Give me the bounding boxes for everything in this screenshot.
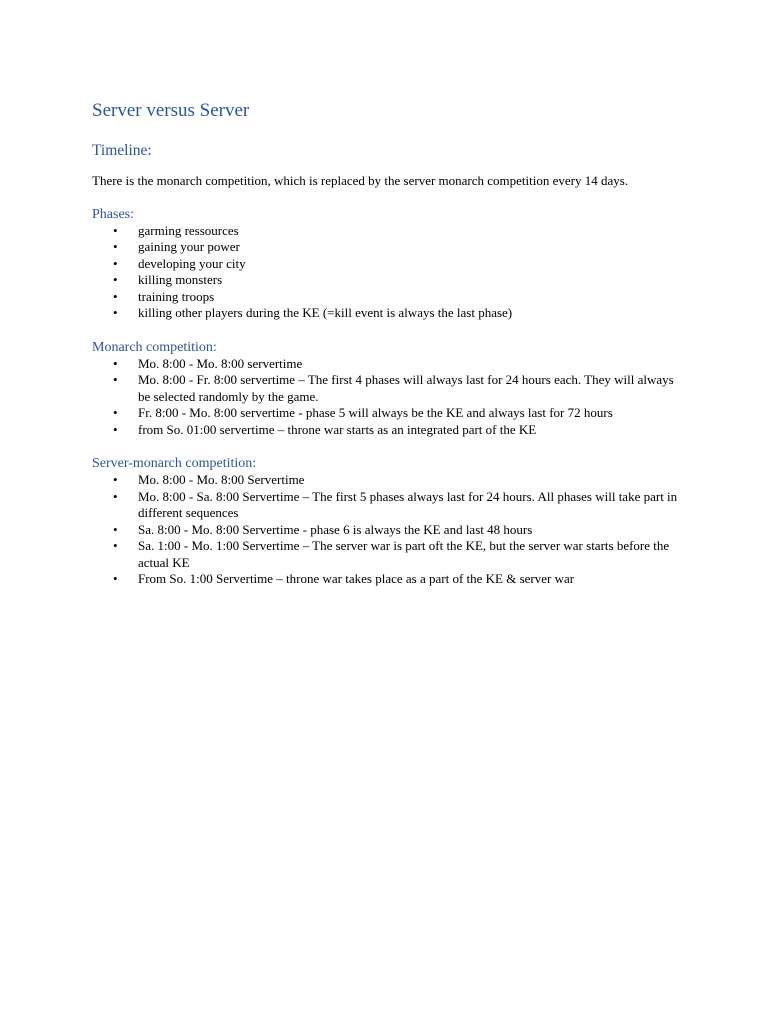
phases-list bbox=[92, 223, 682, 322]
bullet-icon: • bbox=[113, 239, 118, 254]
list-item bbox=[92, 538, 682, 571]
list-item bbox=[92, 405, 682, 422]
timeline-heading: Timeline: bbox=[92, 142, 152, 159]
list-item-text: killing monsters bbox=[138, 272, 223, 287]
list-item-text: training troops bbox=[138, 288, 215, 304]
list-item-text: gaining your power bbox=[138, 239, 240, 254]
list-item-text: garming ressources bbox=[138, 222, 239, 238]
bullet-icon: • bbox=[113, 421, 118, 437]
list-item bbox=[92, 289, 682, 306]
bullet-icon: • bbox=[113, 255, 118, 271]
list-item bbox=[92, 305, 682, 322]
timeline-paragraph: There is the monarch competition, which is replaced by the server monarch competition every 14 days. bbox=[92, 173, 629, 188]
list-item bbox=[92, 223, 682, 240]
list-item bbox=[92, 256, 682, 273]
bullet-icon: • bbox=[113, 472, 118, 487]
list-item-text: developing your city bbox=[138, 255, 246, 271]
server-monarch-competition-list bbox=[92, 472, 682, 588]
bullet-icon: • bbox=[113, 288, 118, 304]
list-item-text: Mo. 8:00 - Sa. 8:00 Servertime – The first 5 phases always last for 24 hours. All phases will take part in different sequences bbox=[138, 488, 678, 520]
bullet-icon: • bbox=[113, 488, 118, 504]
bullet-icon: • bbox=[113, 538, 118, 553]
bullet-icon: • bbox=[113, 372, 118, 387]
list-item-text: Mo. 8:00 - Mo. 8:00 Servertime bbox=[138, 472, 305, 487]
list-item-text: Mo. 8:00 - Fr. 8:00 servertime – The first 4 phases will always last for 24 hours each. They will always be selected randomly by the game. bbox=[138, 372, 674, 404]
list-item-text: Mo. 8:00 - Mo. 8:00 servertime bbox=[138, 355, 303, 371]
list-item-text: Sa. 8:00 - Mo. 8:00 Servertime - phase 6 is always the KE and last 48 hours bbox=[138, 521, 533, 537]
document-page bbox=[92, 98, 682, 605]
list-item bbox=[92, 239, 682, 256]
phases-heading: Phases: bbox=[92, 206, 134, 222]
list-item-text: killing other players during the KE (=kill event is always the last phase) bbox=[138, 305, 513, 320]
list-item bbox=[92, 422, 682, 439]
list-item-text: Sa. 1:00 - Mo. 1:00 Servertime – The server war is part oft the KE, but the server war starts before the actual KE bbox=[138, 538, 670, 570]
list-item-text: From So. 1:00 Servertime – throne war takes place as a part of the KE & server war bbox=[138, 571, 575, 586]
bullet-icon: • bbox=[113, 571, 118, 586]
list-item bbox=[92, 356, 682, 373]
bullet-icon: • bbox=[113, 272, 118, 287]
list-item bbox=[92, 372, 682, 405]
list-item bbox=[92, 489, 682, 522]
list-item bbox=[92, 472, 682, 489]
bullet-icon: • bbox=[113, 222, 118, 238]
list-item bbox=[92, 522, 682, 539]
list-item-text: Fr. 8:00 - Mo. 8:00 servertime - phase 5 will always be the KE and always last for 72 hours bbox=[138, 405, 613, 420]
list-item bbox=[92, 272, 682, 289]
monarch-competition-heading: Monarch competition: bbox=[92, 339, 217, 355]
document-title: Server versus Server bbox=[92, 100, 250, 121]
bullet-icon: • bbox=[113, 305, 118, 320]
server-monarch-competition-heading: Server-monarch competition: bbox=[92, 456, 257, 471]
bullet-icon: • bbox=[113, 521, 118, 537]
bullet-icon: • bbox=[113, 355, 118, 371]
list-item-text: from So. 01:00 servertime – throne war starts as an integrated part of the KE bbox=[138, 421, 537, 437]
list-item bbox=[92, 571, 682, 588]
monarch-competition-list bbox=[92, 356, 682, 439]
bullet-icon: • bbox=[113, 405, 118, 420]
